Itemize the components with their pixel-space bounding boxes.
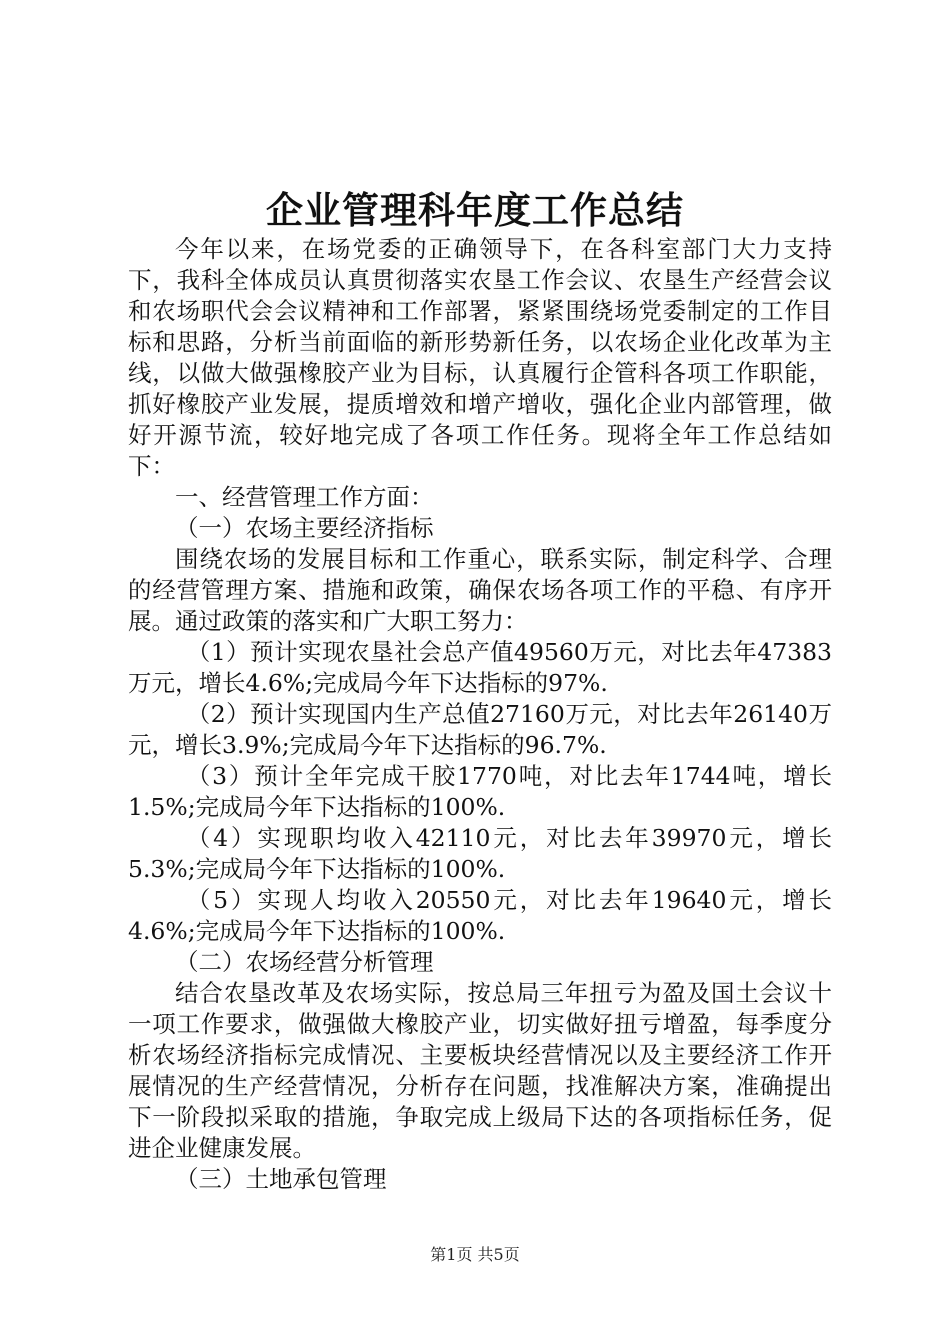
indicator-item-4: （4）实现职均收入42110元，对比去年39970元，增长5.3%;完成局今年下达指标的100%.: [128, 824, 832, 883]
document-body: [128, 234, 832, 1195]
body-paragraph: 围绕农场的发展目标和工作重心，联系实际，制定科学、合理的经营管理方案、措施和政策，确保农场各项工作的平稳、有序开展。通过政策的落实和广大职工努力：: [128, 545, 832, 635]
indicator-item-3: （3）预计全年完成干胶1770吨，对比去年1744吨，增长1.5%;完成局今年下达指标的100%.: [128, 762, 832, 821]
section-heading-1: 一、经营管理工作方面：: [175, 483, 434, 511]
subsection-heading-2: （二）农场经营分析管理: [175, 948, 434, 976]
body-paragraph: 结合农垦改革及农场实际，按总局三年扭亏为盈及国土会议十一项工作要求，做强做大橡胶产业，切实做好扭亏增盈，每季度分析农场经济指标完成情况、主要板块经营情况以及主要经济工作开展情况的生产经营情况，分析存在问题，找准解决方案，准确提出下一阶段拟采取的措施，争取完成上级局下达的各项指标任务，促进企业健康发展。: [128, 979, 832, 1162]
subsection-heading-3: （三）土地承包管理: [175, 1165, 387, 1193]
document-title: 企业管理科年度工作总结: [266, 188, 684, 232]
subsection-heading-1: （一）农场主要经济指标: [175, 514, 434, 542]
indicator-item-2: （2）预计实现国内生产总值27160万元，对比去年26140万元，增长3.9%;完成局今年下达指标的96.7%.: [128, 700, 832, 759]
indicator-item-1: （1）预计实现农垦社会总产值49560万元，对比去年47383万元，增长4.6%;完成局今年下达指标的97%.: [128, 638, 832, 697]
indicator-item-5: （5）实现人均收入20550元，对比去年19640元，增长4.6%;完成局今年下达指标的100%.: [128, 886, 832, 945]
intro-paragraph: 今年以来，在场党委的正确领导下，在各科室部门大力支持下，我科全体成员认真贯彻落实农垦工作会议、农垦生产经营会议和农场职代会会议精神和工作部署，紧紧围绕场党委制定的工作目标和思路，分析当前面临的新形势新任务，以农场企业化改革为主线，以做大做强橡胶产业为目标，认真履行企管科各项工作职能，抓好橡胶产业发展，提质增效和增产增收，强化企业内部管理，做好开源节流，较好地完成了各项工作任务。现将全年工作总结如下：: [128, 235, 832, 480]
page-footer: 第1页 共5页: [430, 1245, 520, 1264]
